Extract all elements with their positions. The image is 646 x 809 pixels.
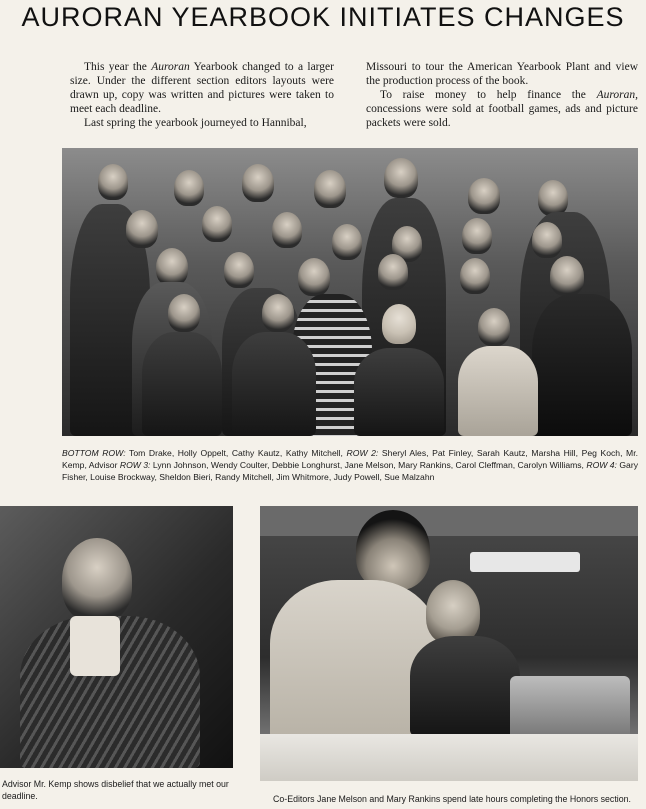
row-names-2: Sheryl Ales, Pat Finley, Sarah Kautz, Marsha Hill, Peg Koch, Mr. Kemp, Advisor [62,448,638,470]
coeditors-caption: Co-Editors Jane Melson and Mary Rankins spend late hours completing the Honors section. [273,794,631,804]
row-names-4: Gary Fisher, Louise Brockway, Sheldon Bieri, Randy Mitchell, Jim Whitmore, Judy Powell, Sue Malzahn [62,460,638,482]
article-paragraph-2: Last spring the yearbook journeyed to Hannibal, [84,117,307,129]
article-paragraph-4: To raise money to help finance the Auroran, concessions were sold at football games, ads and picture packets were sold. [366,89,638,129]
row-label-bottom: BOTTOM ROW: [62,448,126,458]
row-label-4: ROW 4: [586,460,617,470]
coeditors-photo [260,506,638,781]
row-names-bottom: Tom Drake, Holly Oppelt, Cathy Kautz, Kathy Mitchell, [125,448,347,458]
row-label-3: ROW 3: [119,460,151,470]
group-photo-caption [62,447,638,483]
article-paragraph-3: Missouri to tour the American Yearbook Plant and view the production process of the book. [366,61,638,87]
advisor-photo [0,506,233,768]
advisor-caption: Advisor Mr. Kemp shows disbelief that we actually met our deadline. [2,779,229,801]
article-column-right [366,60,638,130]
row-label-2: ROW 2: [346,448,379,458]
row-names-3: Lynn Johnson, Wendy Coulter, Debbie Longhurst, Jane Melson, Mary Rankins, Carol Cleffman, Carolyn Williams, [150,460,587,470]
group-photo [62,148,638,436]
page-title: AURORAN YEARBOOK INITIATES CHANGES [21,2,625,32]
article-paragraph-1: This year the Auroran Yearbook changed to a larger size. Under the different section editors layouts were drawn up, copy was written and pictures were taken to meet each deadline. [70,61,334,115]
article-column-left [70,60,334,130]
